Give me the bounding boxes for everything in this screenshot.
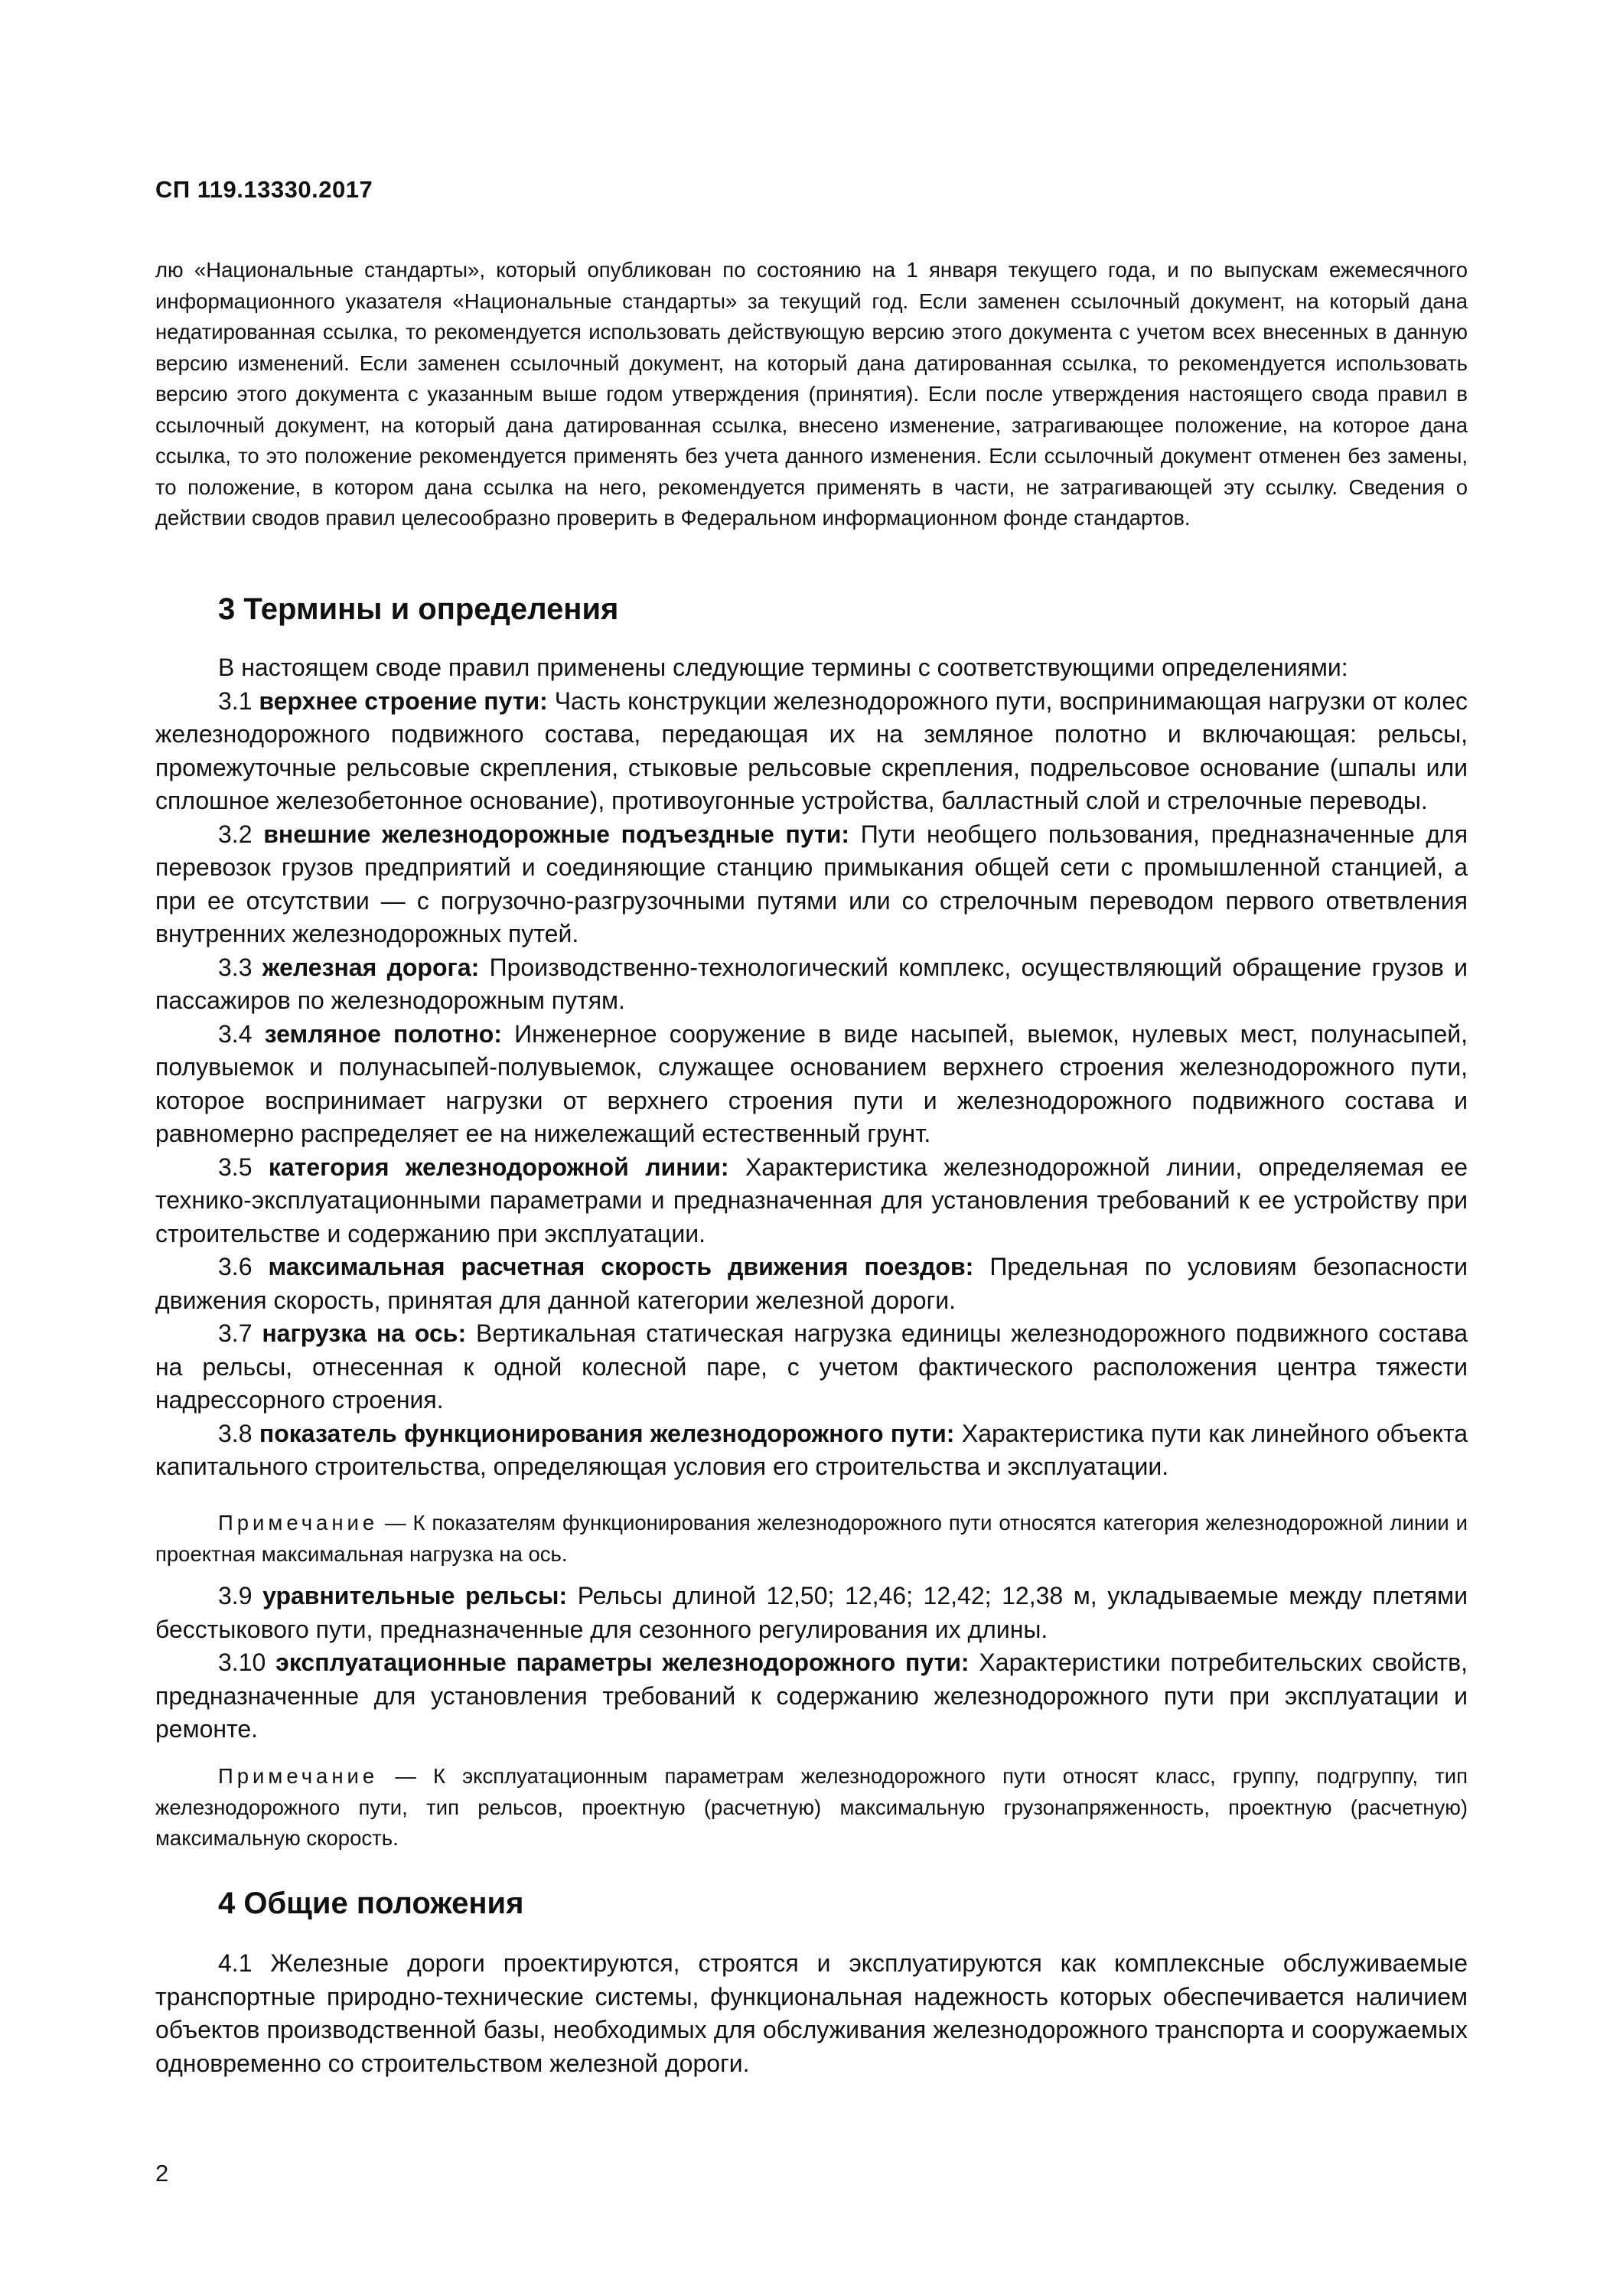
term-3-8: 3.8 показатель функционирования железнодорожного пути: Характеристика пути как линейного объекта капитального строительства, определяющая условия его строительства и эксплуатации. <box>155 1419 1468 1480</box>
term-title: эксплуатационные параметры железнодорожного пути: <box>275 1649 970 1676</box>
term-3-4: 3.4 земляное полотно: Инженерное сооружение в виде насыпей, выемок, нулевых мест, полунасыпей, полувыемок и полунасыпей-полувыемок, служащее основанием верхнего строения железнодорожного пути, которое воспринимает нагрузки от верхнего строения пути и железнодорожного подвижного состава и равномерно распределяет ее на нижележащий естественный грунт. <box>155 1019 1468 1147</box>
term-title: верхнее строение пути: <box>259 687 548 715</box>
term-3-3: 3.3 железная дорога: Производственно-технологический комплекс, осуществляющий обращение грузов и пассажиров по железнодорожным путям. <box>155 953 1468 1014</box>
term-definition: Вертикальная статическая нагрузка единицы железнодорожного подвижного состава на рельсы, отнесенная к одной колесной паре, с учетом фактического расположения центра тяжести надрессорного строения. <box>155 1319 1468 1414</box>
term-3-2: 3.2 внешние железнодорожные подъездные пути: Пути необщего пользования, предназначенные для перевозок грузов предприятий и соединяющие станцию примыкания общей сети с промышленной станцией, а при ее отсутствии — с погрузочно-разгрузочными путями или со стрелочным переводом первого ответвления внутренних железнодорожных путей. <box>155 820 1468 947</box>
term-3-6: 3.6 максимальная расчетная скорость движения поездов: Предельная по условиям безопасности движения скорость, принятая для данной категории железной дороги. <box>155 1253 1468 1314</box>
section-3-terms-block-a <box>155 651 1468 1484</box>
term-title: уравнительные рельсы: <box>262 1582 568 1609</box>
document-page <box>155 0 1468 2296</box>
term-definition: Производственно-технологический комплекс, осуществляющий обращение грузов и пассажиров по железнодорожным путям. <box>155 953 1468 1014</box>
term-3-7: 3.7 нагрузка на ось: Вертикальная статическая нагрузка единицы железнодорожного подвижного состава на рельсы, отнесенная к одной колесной паре, с учетом фактического расположения центра тяжести надрессорного строения. <box>155 1319 1468 1414</box>
clause-4-1: 4.1 Железные дороги проектируются, строятся и эксплуатируются как комплексные обслуживаемые транспортные природно-технические системы, функциональная надежность которых обеспечивается наличием объектов производственной базы, необходимых для обслуживания железнодорожного транспорта и сооружаемых одновременно со строительством железной дороги. <box>155 1949 1468 2077</box>
term-3-5: 3.5 категория железнодорожной линии: Характеристика железнодорожной линии, определяемая ее технико-эксплуатационными параметрами и предназначенная для установления требований к ее устройству при строительстве и содержанию при эксплуатации. <box>155 1153 1468 1247</box>
intro-text: лю «Национальные стандарты», который опубликован по состоянию на 1 января текущего года, и по выпускам ежемесячного информационного указателя «Национальные стандарты» за текущий год. Если заменен ссылочный документ, на который дана недатированная ссылка, то рекомендуется использовать действующую версию этого документа с учетом всех внесенных в данную версию изменений. Если заменен ссылочный документ, на который дана датированная ссылка, то рекомендуется использовать версию этого документа с указанным выше годом утверждения (принятия). Если после утверждения настоящего свода правил в ссылочный документ, на который дана датированная ссылка, внесено изменение, затрагивающее положение, на которое дана ссылка, то это положение рекомендуется применять без учета данного изменения. Если ссылочный документ отменен без замены, то положение, в котором дана ссылка на него, рекомендуется применять в части, не затрагивающей эту ссылку. Сведения о действии сводов правил целесообразно проверить в Федеральном информационном фонде стандартов. <box>155 258 1468 530</box>
term-title: нагрузка на ось: <box>262 1319 467 1347</box>
note-1 <box>155 1508 1468 1570</box>
page-number: 2 <box>155 2160 169 2187</box>
term-definition: Характеристика пути как линейного объекта капитального строительства, определяющая условия его строительства и эксплуатации. <box>155 1419 1468 1480</box>
term-definition: Характеристика железнодорожной линии, определяемая ее технико-эксплуатационными параметрами и предназначенная для установления требований к ее устройству при строительстве и содержанию при эксплуатации. <box>155 1153 1468 1247</box>
section-4-title: 4 Общие положения <box>218 1887 524 1920</box>
term-3-9: 3.9 уравнительные рельсы: Рельсы длиной 12,50; 12,46; 12,42; 12,38 м, укладываемые между плетями бесстыкового пути, предназначенные для сезонного регулирования их длины. <box>155 1582 1468 1643</box>
term-definition: Рельсы длиной 12,50; 12,46; 12,42; 12,38 м, укладываемые между плетями бесстыкового пути, предназначенные для сезонного регулирования их длины. <box>155 1582 1468 1643</box>
note-label: Примечание <box>218 1511 379 1534</box>
note-2 <box>155 1761 1468 1854</box>
term-definition: Пути необщего пользования, предназначенные для перевозок грузов предприятий и соединяющие станцию примыкания общей сети с промышленной станцией, а при ее отсутствии — с погрузочно-разгрузочными путями или со стрелочным переводом первого ответвления внутренних железнодорожных путей. <box>155 820 1468 947</box>
term-3-10: 3.10 эксплуатационные параметры железнодорожного пути: Характеристики потребительских свойств, предназначенные для установления требований к содержанию железнодорожного пути при эксплуатации и ремонте. <box>155 1649 1468 1743</box>
term-3-1: 3.1 верхнее строение пути: Часть конструкции железнодорожного пути, воспринимающая нагрузки от колес железнодорожного подвижного состава, передающая их на земляное полотно и включающая: рельсы, промежуточные рельсовые скрепления, стыковые рельсовые скрепления, подрельсовое основание (шпалы или сплошное железобетонное основание), противоугонные устройства, балластный слой и стрелочные переводы. <box>155 687 1468 814</box>
term-title: железная дорога: <box>262 953 480 981</box>
term-title: земляное полотно: <box>264 1019 502 1048</box>
section-4-block <box>155 1947 1468 2080</box>
note-text: — К эксплуатационным параметрам железнодорожного пути относят класс, группу, подгруппу, тип железнодорожного пути, тип рельсов, проектную (расчетную) максимальную грузонапряженность, проектную (расчетную) максимальную скорость. <box>155 1764 1468 1850</box>
intro-paragraph <box>155 255 1468 534</box>
term-title: максимальная расчетная скорость движения поездов: <box>268 1253 974 1280</box>
term-definition: Предельная по условиям безопасности движения скорость, принятая для данной категории железной дороги. <box>155 1253 1468 1314</box>
note-label: Примечание <box>218 1764 379 1788</box>
term-title: показатель функционирования железнодорожного пути: <box>259 1419 955 1447</box>
section-3-lead: В настоящем своде правил применены следующие термины с соответствующими определениями: <box>218 654 1348 681</box>
term-definition: Часть конструкции железнодорожного пути, воспринимающая нагрузки от колес железнодорожного подвижного состава, передающая их на земляное полотно и включающая: рельсы, промежуточные рельсовые скрепления, стыковые рельсовые скрепления, подрельсовое основание (шпалы или сплошное железобетонное основание), противоугонные устройства, балластный слой и стрелочные переводы. <box>155 687 1468 814</box>
term-title: внешние железнодорожные подъездные пути: <box>263 820 850 848</box>
document-code: СП 119.13330.2017 <box>155 176 373 203</box>
term-title: категория железнодорожной линии: <box>268 1153 729 1181</box>
term-definition: Инженерное сооружение в виде насыпей, выемок, нулевых мест, полунасыпей, полувыемок и полунасыпей-полувыемок, служащее основанием верхнего строения железнодорожного пути, которое воспринимает нагрузки от верхнего строения пути и железнодорожного подвижного состава и равномерно распределяет ее на нижележащий естественный грунт. <box>155 1019 1468 1147</box>
note-text: — К показателям функционирования железнодорожного пути относятся категория железнодорожной линии и проектная максимальная нагрузка на ось. <box>155 1511 1468 1566</box>
section-3-title: 3 Термины и определения <box>218 592 619 626</box>
term-definition: Характеристики потребительских свойств, предназначенные для установления требований к содержанию железнодорожного пути при эксплуатации и ремонте. <box>155 1649 1468 1743</box>
section-3-terms-block-b <box>155 1580 1468 1746</box>
